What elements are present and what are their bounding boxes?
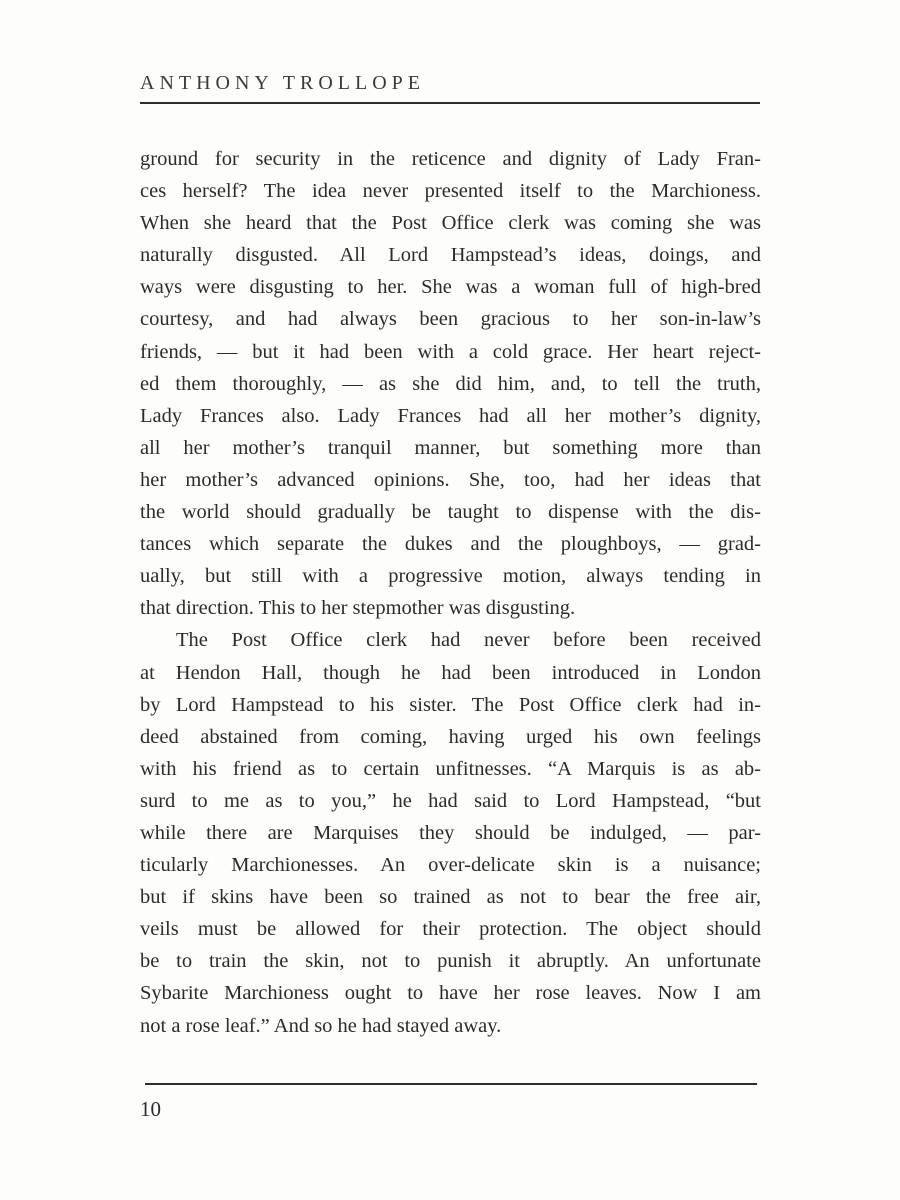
paragraph [140,143,761,624]
text-line: with his friend as to certain unfitnesses. “A Marquis is as ab- [140,757,761,780]
text-line: tances which separate the dukes and the ploughboys, — grad- [140,533,761,556]
text-line: courtesy, and had always been gracious to her son-in-law’s [140,308,761,331]
page-number: 10 [140,1097,161,1121]
text-line: ways were disgusting to her. She was a woman full of high-bred [140,276,761,299]
text-line: while there are Marquises they should be indulged, — par- [140,821,761,844]
text-line: at Hendon Hall, though he had been introduced in London [140,661,761,684]
text-line: When she heard that the Post Office clerk was coming she was [140,212,761,235]
header-rule [140,102,760,104]
text-line: not a rose leaf.” And so he had stayed away. [140,1014,502,1037]
text-body [140,143,761,1042]
text-line: ed them thoroughly, — as she did him, and, to tell the truth, [140,372,761,395]
text-line: ces herself? The idea never presented itself to the Marchioness. [140,180,761,203]
text-line: Lady Frances also. Lady Frances had all her mother’s dignity, [140,404,761,427]
text-line: veils must be allowed for their protection. The object should [140,918,761,941]
text-line: ually, but still with a progressive motion, always tending in [140,565,761,588]
paragraph [140,624,761,1041]
text-line: surd to me as to you,” he had said to Lord Hampstead, “but [140,789,761,812]
text-line: Sybarite Marchioness ought to have her rose leaves. Now I am [140,982,761,1005]
text-line: all her mother’s tranquil manner, but something more than [140,436,761,459]
text-line: The Post Office clerk had never before been received [176,629,761,652]
running-header-author: ANTHONY TROLLOPE [140,72,425,94]
footer-rule [145,1083,757,1085]
text-line: deed abstained from coming, having urged his own feelings [140,725,761,748]
text-line: her mother’s advanced opinions. She, too, had her ideas that [140,468,761,491]
text-line: but if skins have been so trained as not to bear the free air, [140,886,761,909]
text-line: friends, — but it had been with a cold grace. Her heart reject- [140,340,761,363]
text-line: be to train the skin, not to punish it abruptly. An unfortunate [140,950,761,973]
text-line: naturally disgusted. All Lord Hampstead’s ideas, doings, and [140,244,761,267]
text-line: the world should gradually be taught to dispense with the dis- [140,501,761,524]
text-line: by Lord Hampstead to his sister. The Post Office clerk had in- [140,693,761,716]
text-line: ticularly Marchionesses. An over-delicate skin is a nuisance; [140,854,761,877]
text-line: ground for security in the reticence and dignity of Lady Fran- [140,148,761,170]
text-line: that direction. This to her stepmother was disgusting. [140,597,576,620]
